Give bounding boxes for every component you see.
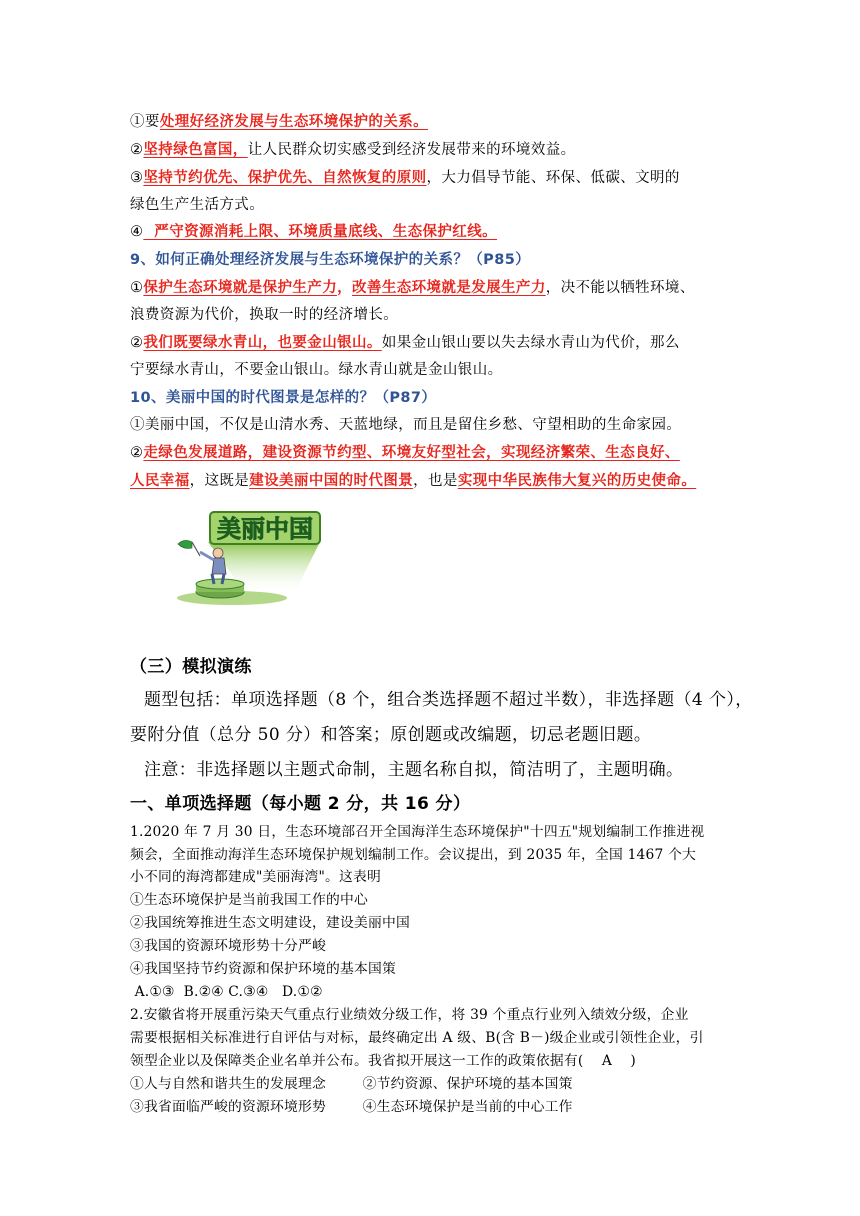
point-4-number: ④	[130, 224, 144, 240]
question-2-options-1-2: ①人与自然和谐共生的发展理念 ②节约资源、保护环境的基本国策	[130, 1076, 573, 1092]
note-text: 注意：非选择题以主题式命制，主题名称自拟，简洁明了，主题明确。	[144, 760, 684, 780]
answer-text: 如果金山银山要以失去绿水青山为代价，那么	[381, 335, 680, 351]
question-10-answer-2	[130, 443, 680, 463]
answer-number: ②	[130, 445, 144, 461]
point-2-emphasis: 坚持绿色富国，	[143, 141, 248, 158]
logo-lettering: 美丽中国	[217, 515, 313, 543]
question-9-answer-2-continuation: 宁要绿水青山，不要金山银山。绿水青山就是金山银山。	[130, 362, 503, 378]
figure-arm-shape	[200, 552, 214, 560]
answer-emphasis-2: 人民幸福	[130, 472, 190, 489]
question-2-options-3-4: ③我省面临严峻的资源环境形势 ④生态环境保护是当前的中心工作	[130, 1099, 573, 1115]
question-10-heading: 10、美丽中国的时代图景是怎样的？（P87）	[130, 390, 437, 406]
answer-emphasis-1: 走绿色发展道路，建设资源节约型、环境友好型社会，实现经济繁荣、生态良好、	[143, 444, 680, 461]
answer-text-2: ，也是	[413, 473, 458, 489]
answer-text: ，决不能以牺牲环境、	[545, 280, 695, 296]
question-9-answer-1-continuation: 浪费资源为代价，换取一时的经济增长。	[130, 307, 399, 323]
figure-head-shape	[213, 548, 223, 558]
point-3-emphasis: 坚持节约优先、保护优先、自然恢复的原则	[143, 169, 427, 186]
question-10-answer-2-continuation	[130, 471, 696, 491]
point-4-emphasis: 严守资源消耗上限、环境质量底线、生态保护红线。	[143, 223, 498, 240]
answer-number: ①	[130, 280, 144, 296]
question-10-answer-1: ①美丽中国，不仅是山清水秀、天蓝地绿，而且是留住乡愁、守望相助的生命家园。	[130, 417, 682, 433]
question-2-line-1: 2.安徽省将开展重污染天气重点行业绩效分级工作，将 39 个重点行业列入绩效分级，企业	[130, 1007, 689, 1023]
point-1-number: ①要	[130, 114, 160, 130]
question-1-option-3: ③我国的资源环境形势十分严峻	[130, 938, 326, 954]
point-3	[130, 168, 680, 188]
answer-emphasis: 我们既要绿水青山，也要金山银山。	[143, 334, 382, 351]
answer-emphasis-1: 保护生态环境就是保护生产力	[143, 279, 338, 296]
question-1-option-2: ②我国统筹推进生态文明建设，建设美丽中国	[130, 915, 410, 931]
point-1-emphasis: 处理好经济发展与生态环境保护的关系。	[159, 113, 429, 130]
figure-body-shape	[212, 558, 226, 574]
answer-emphasis-4: 实现中华民族伟大复兴的历史使命。	[457, 472, 697, 489]
answer-text-1: ，这既是	[189, 473, 250, 489]
answer-emphasis-3: 建设美丽中国的时代图景	[249, 472, 414, 489]
point-3-continuation: 绿色生产生活方式。	[130, 197, 265, 213]
point-3-number: ③	[130, 170, 144, 186]
beautiful-china-logo	[170, 498, 345, 610]
point-1	[130, 112, 428, 132]
question-9-answer-2	[130, 333, 680, 353]
question-1-line-3: 小不同的海湾都建成"美丽海湾"。这表明	[130, 869, 382, 885]
question-2-line-3: 领型企业以及保障类企业名单并公布。我省拟开展这一工作的政策依据有( A )	[130, 1053, 636, 1069]
question-9-answer-1	[130, 278, 695, 298]
section-3-heading: （三）模拟演练	[130, 657, 252, 677]
instructions-line-2: 要附分值（总分 50 分）和答案；原创题或改编题，切忌老题旧题。	[130, 725, 652, 745]
point-4	[130, 222, 497, 242]
question-1-option-1: ①生态环境保护是当前我国工作的中心	[130, 892, 368, 908]
question-9-heading: 9、如何正确处理经济发展与生态环境保护的关系？（P85）	[130, 252, 531, 268]
question-1-line-2: 频会，全面推动海洋生态环境保护规划编制工作。会议提出，到 2035 年，全国 1467 个大	[130, 847, 697, 863]
point-3-text: ，大力倡导节能、环保、低碳、文明的	[426, 170, 680, 186]
flag-shape	[178, 540, 192, 548]
question-1-line-1: 1.2020 年 7 月 30 日，生态环境部召开全国海洋生态环境保护"十四五"规划编制工作推进视	[130, 824, 705, 840]
point-2	[130, 140, 576, 160]
question-1-choices: A.①③ B.②④ C.③④ D.①②	[130, 984, 323, 1000]
point-2-number: ②	[130, 142, 144, 158]
part-1-heading: 一、单项选择题（每小题 2 分，共 16 分）	[130, 794, 471, 814]
pedestal-top-shape	[196, 579, 244, 589]
question-1-option-4: ④我国坚持节约资源和保护环境的基本国策	[130, 961, 396, 977]
answer-separator: ，	[337, 279, 353, 296]
answer-number: ②	[130, 335, 144, 351]
point-2-text: 让人民群众切实感受到经济发展带来的环境效益。	[247, 142, 576, 158]
instructions-line-1: 题型包括：单项选择题（8 个，组合类选择题不超过半数），非选择题（4 个），	[144, 690, 753, 710]
flag-pole-shape	[192, 542, 200, 556]
answer-emphasis-2: 改善生态环境就是发展生产力	[352, 279, 546, 296]
question-2-line-2: 需要根据相关标准进行自评估与对标，最终确定出 A 级、B(含 B－)级企业或引领性企业，引	[130, 1030, 704, 1046]
